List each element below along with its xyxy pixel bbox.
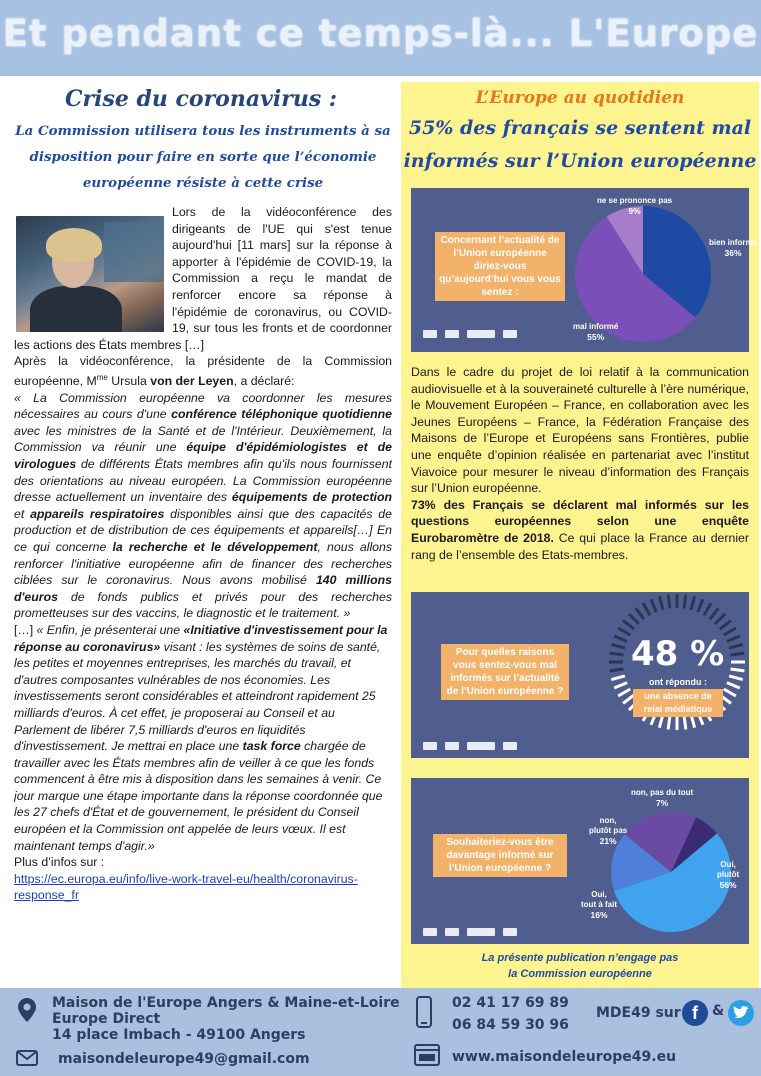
- sunburst-ray: [684, 595, 686, 609]
- survey-key-finding: 73% des Français se déclarent mal informés sur les questions européennes selon une enquête Eurobaromètre de 2018. Ce qui place la France au dernier rang de l’ensemble des Etats-membres.: [411, 497, 749, 562]
- survey-chart-more-information: [411, 778, 749, 944]
- sunburst-ray: [614, 636, 627, 641]
- sunburst-ray: [623, 621, 634, 630]
- chart-question: Souhaiteriez-vous être davantage informé sur l’Union européenne ?: [433, 834, 567, 877]
- footer-email[interactable]: maisondeleurope49@gmail.com: [58, 1051, 310, 1067]
- pie-chart-more-information: [411, 778, 749, 944]
- article-subtitle: La Commission utilisera tous les instruments à sa disposition pour faire en sorte que l’économie européenne résiste à cette crise: [15, 123, 391, 191]
- right-highlight-column: [401, 82, 759, 988]
- pie-label-absolutely: Oui, tout à fait 16%: [581, 890, 617, 920]
- footer-address: 14 place Imbach - 49100 Angers: [52, 1027, 306, 1043]
- disclaimer: La présente publication n’engage pas la Commission européenne: [481, 952, 679, 980]
- facebook-icon[interactable]: f: [682, 1000, 708, 1026]
- sunburst-ray: [643, 603, 650, 615]
- mail-icon: [16, 1050, 38, 1066]
- footer-organization: Maison de l'Europe Angers & Maine-et-Loire: [52, 995, 400, 1011]
- sunburst-ray: [724, 628, 736, 635]
- sunburst-ray: [729, 644, 743, 648]
- sunburst-ray: [610, 669, 624, 671]
- banner-title: Et pendant ce temps-là... L'Europe: [2, 12, 759, 55]
- sunburst-ray: [668, 716, 670, 730]
- footer-social-label: MDE49 sur: [596, 1005, 681, 1021]
- highlight-percentage: 48 %: [631, 634, 725, 674]
- sunburst-ray: [651, 599, 656, 612]
- sunburst-ray: [715, 614, 725, 624]
- pie-label-badly-informed: mal informé 55%: [573, 322, 619, 342]
- sunburst-ray: [731, 669, 745, 671]
- sunburst-ray: [691, 596, 695, 610]
- sunburst-ray: [636, 608, 645, 619]
- sunburst-ray: [611, 644, 625, 648]
- sunburst-ray: [614, 683, 627, 688]
- pie-label-no-opinion: ne se prononce pas 9%: [597, 196, 673, 216]
- left-article-column: [14, 84, 392, 974]
- article-paragraph-intro: Lors de la vidéoconférence des dirigeants de l'UE qui s'est tenue aujourd'hui [11 mars] sur la réponse à apporter à l'épidémie de COVID-19, la Commission a reçu le mandat de renforcer encore sa réponse à l'épidémie de coronavirus, ou COVID-19, sur tous les fronts et de coordonner les actions des États membres […]: [14, 205, 392, 352]
- sunburst-ray: [729, 676, 743, 680]
- sunburst-ray: [710, 608, 719, 619]
- sunburst-decoration: [411, 592, 749, 758]
- pie-label-rather-not: non, plutôt pas 21%: [589, 816, 628, 846]
- location-pin-icon: [18, 998, 36, 1022]
- sunburst-ray: [724, 689, 736, 696]
- article-paragraph-president: Après la vidéoconférence, la présidente de la Commission européenne, $M^{me}$ Ursula von der Leyen, a déclaré:: [14, 354, 392, 389]
- chart-question: Pour quelles raisons vous sentez-vous mal informés sur l’actualité de l’Union européenne ?: [441, 644, 569, 700]
- footer-phone-1[interactable]: 02 41 17 69 89: [452, 995, 569, 1011]
- more-info-link[interactable]: https://ec.europa.eu/info/live-work-travel-eu/health/coronavirus-response_fr: [14, 871, 358, 903]
- sunburst-ray: [704, 603, 711, 615]
- sunburst-ray: [720, 621, 731, 630]
- twitter-icon[interactable]: [728, 1000, 754, 1026]
- article-quote: « La Commission européenne va coordonner les mesures nécessaires au cours d'une conférence téléphonique quotidienne avec les ministres de la Santé et de l'Intérieur. Deuxièmement, la Commission va réunir une équipe d'épidémiologistes et de virologues de différents États membres afin qu'ils nous fournissent des orientations au niveau européen. La Commission européenne dresse actuellement un inventaire des équipements de protection et appareils respiratoires disponibles ainsi que des capacités de production et de distribution de ces équipements et appareils[…] En ce qui concerne la recherche et le développement, nous allons renforcer l'initiative européenne afin de financer des recherches ciblées sur le coronavirus. Nous avons mobilisé 140 millions d'euros de fonds publics et privés pour des recherches prometteuses sur des vaccins, le diagnostic et le traitement. »: [14, 390, 392, 621]
- chart-question: Concernant l’actualité de l’Union européenne diriez-vous qu’aujourd’hui vous vous sentez :: [435, 232, 565, 301]
- sunburst-ray: [618, 628, 630, 635]
- header-banner: [0, 0, 761, 76]
- pie-label-rather-yes: Oui, plutôt 56%: [717, 860, 740, 890]
- footer-europe-direct: Europe Direct: [52, 1011, 161, 1027]
- article-quote-investment: […] « Enfin, je présenterai une «Initiative d'investissement pour la réponse au coronavirus» visant : les systèmes de soins de santé, les petites et moyennes entreprises, les marchés du travail, et d'autres composantes vulnérables de nos économies. Les investissements seront considérables et atteindront rapidement 25 milliards d'euros. À cet effet, je proposerai au Conseil et au Parlement de libérer 7,5 milliards d'euros en liquidités d'investissement. Je mettrai en place une task force chargée de travailler avec les États membres afin de veiller à ce que les fonds commencent à être mis à disposition dans les semaines à venir. Ce jour marque une étape importante dans la réponse coordonnée que les 27 chefs d'État et de gouvernement, le président du Conseil européen et la Commission ont appelée de leurs vœux. Il est maintenant temps d'agir.»: [14, 622, 388, 853]
- footer-phone-2[interactable]: 06 84 59 30 96: [452, 1017, 569, 1033]
- sunburst-ray: [629, 614, 639, 624]
- right-title: 55% des français se sentent mal informés sur l’Union européenne: [403, 117, 757, 172]
- sunburst-ray: [698, 599, 703, 612]
- sunburst-ray: [668, 595, 670, 609]
- sunburst-ray: [731, 653, 745, 655]
- sunburst-ray: [610, 653, 624, 655]
- highlight-caption: ont répondu : une absence de relai médiatique: [633, 676, 723, 717]
- footer-ampersand: &: [712, 1003, 725, 1019]
- pie-label-well-informed: bien informé 36%: [709, 238, 758, 258]
- more-info-label: Plus d’infos sur :: [14, 855, 105, 870]
- sunburst-ray: [611, 676, 625, 680]
- article-title: Crise du coronavirus :: [64, 86, 337, 112]
- article-body: [14, 204, 392, 904]
- web-browser-icon: [414, 1044, 440, 1066]
- sunburst-ray: [659, 596, 663, 610]
- survey-chart-information-level: [411, 188, 758, 352]
- sunburst-ray: [618, 689, 630, 696]
- survey-paragraph: Dans le cadre du projet de loi relatif à la communication audiovisuelle et à la souveraineté culturelle à l’ère numérique, le Mouvement Européen – France, en collaboration avec les Jeunes Européens – France, la Fédération Française des Maisons de l’Europe et Européens sans Frontières, publie une enquête d’opinion réalisée en partenariat avec l’institut Viavoice pour mesurer le niveau d’information des Français sur l’Union européenne.: [411, 365, 749, 496]
- article-photo: [16, 216, 164, 332]
- footer-website[interactable]: www.maisondeleurope49.eu: [452, 1049, 677, 1065]
- survey-chart-reasons: [411, 592, 749, 758]
- partner-logos: [423, 330, 517, 338]
- sunburst-ray: [684, 716, 686, 730]
- sunburst-ray: [727, 636, 740, 641]
- sunburst-ray: [727, 683, 740, 688]
- partner-logos: [423, 928, 517, 936]
- pie-label-not-at-all: non, pas du tout 7%: [631, 788, 694, 808]
- survey-text: [411, 364, 749, 563]
- phone-icon: [416, 996, 432, 1028]
- footer: [0, 988, 761, 1076]
- partner-logos: [423, 742, 517, 750]
- right-kicker: L’Europe au quotidien: [475, 88, 685, 108]
